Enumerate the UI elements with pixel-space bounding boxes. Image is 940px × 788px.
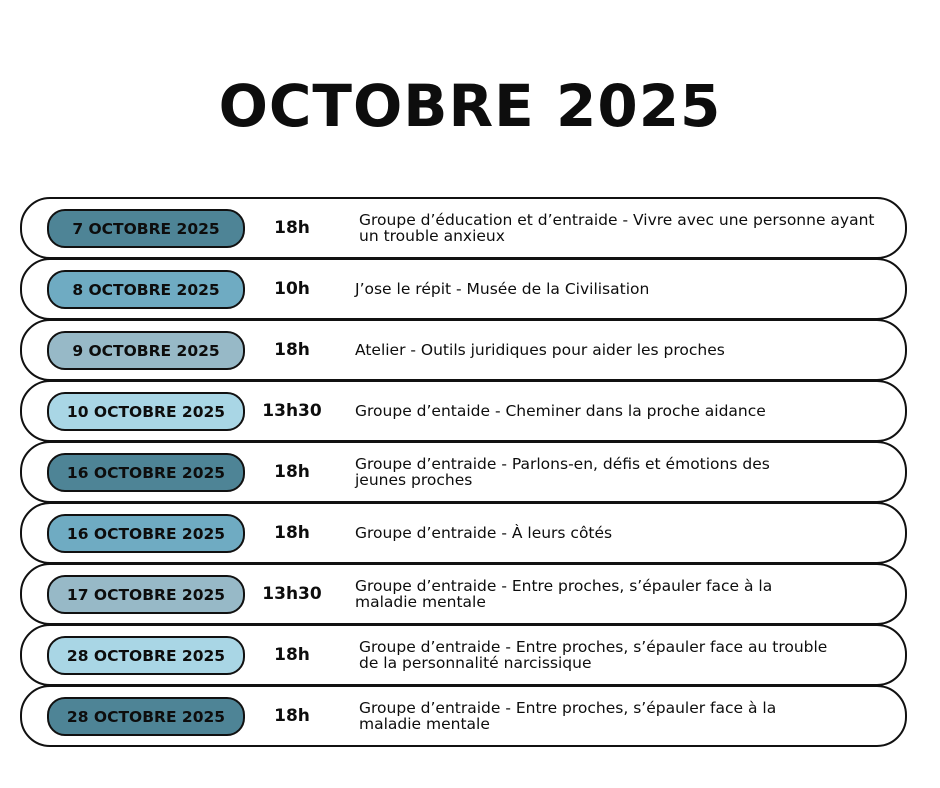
- page-title: OCTOBRE 2025: [218, 72, 722, 140]
- event-time: 13h30: [262, 584, 322, 604]
- event-row: [20, 502, 907, 564]
- event-time: 18h: [274, 523, 310, 543]
- event-row: [20, 624, 907, 686]
- event-time: 18h: [274, 462, 310, 482]
- event-time: 13h30: [262, 401, 322, 421]
- event-time: 18h: [274, 706, 310, 726]
- event-time: 18h: [274, 218, 310, 238]
- event-row: [20, 563, 907, 625]
- event-description: Groupe d’entraide - Parlons-en, défis et émotions des jeunes proches: [355, 455, 770, 489]
- event-description: Groupe d’entraide - Entre proches, s’épauler face à la maladie mentale: [359, 699, 777, 733]
- date-pill: 17 OCTOBRE 2025: [47, 575, 245, 614]
- date-pill: 10 OCTOBRE 2025: [47, 392, 245, 431]
- event-row: [20, 441, 907, 503]
- event-description: Groupe d’éducation et d’entraide - Vivre avec une personne ayant un trouble anxieux: [359, 211, 875, 245]
- event-time: 10h: [274, 279, 310, 299]
- date-pill: 16 OCTOBRE 2025: [47, 453, 245, 492]
- event-description: Groupe d’entraide - Entre proches, s’épauler face au trouble de la personnalité narcissique: [359, 638, 828, 672]
- event-row: [20, 685, 907, 747]
- event-description: Groupe d’entraide - À leurs côtés: [355, 524, 613, 542]
- event-description: Atelier - Outils juridiques pour aider les proches: [355, 341, 725, 359]
- event-description: Groupe d’entaide - Cheminer dans la proche aidance: [355, 402, 766, 420]
- event-row: [20, 319, 907, 381]
- event-description: Groupe d’entraide - Entre proches, s’épauler face à la maladie mentale: [355, 577, 773, 611]
- event-row: [20, 197, 907, 259]
- date-pill: 7 OCTOBRE 2025: [47, 209, 245, 248]
- date-pill: 8 OCTOBRE 2025: [47, 270, 245, 309]
- event-row: [20, 258, 907, 320]
- event-row: [20, 380, 907, 442]
- event-time: 18h: [274, 340, 310, 360]
- event-description: J’ose le répit - Musée de la Civilisation: [355, 280, 650, 298]
- date-pill: 16 OCTOBRE 2025: [47, 514, 245, 553]
- date-pill: 9 OCTOBRE 2025: [47, 331, 245, 370]
- date-pill: 28 OCTOBRE 2025: [47, 636, 245, 675]
- event-time: 18h: [274, 645, 310, 665]
- date-pill: 28 OCTOBRE 2025: [47, 697, 245, 736]
